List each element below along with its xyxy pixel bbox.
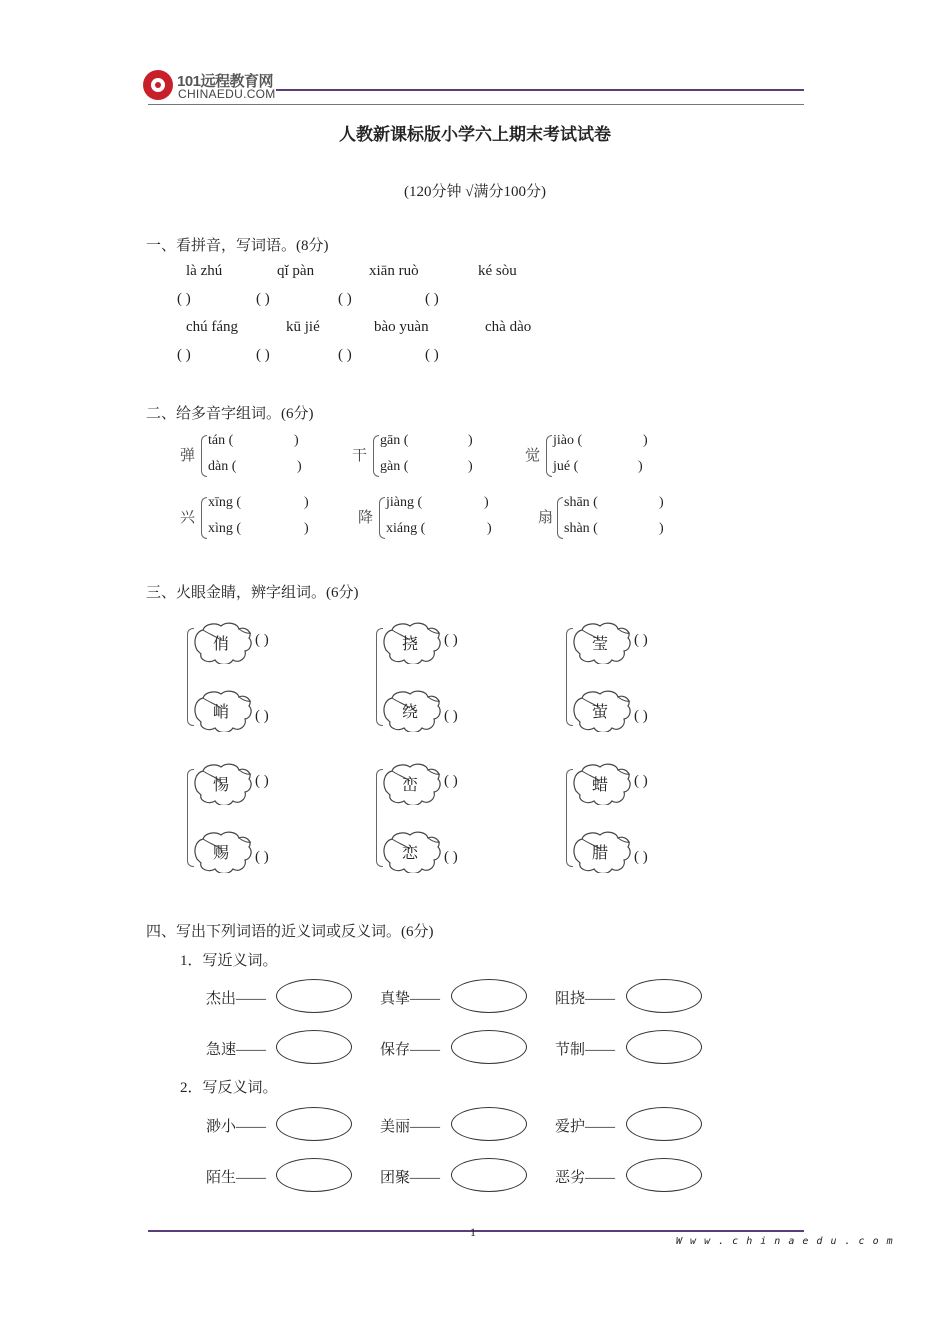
- polyphone-char: 干: [352, 448, 368, 464]
- paren-close: ): [659, 521, 664, 536]
- similar-char: 恋: [402, 845, 419, 862]
- answer-blank[interactable]: ( ): [444, 849, 458, 865]
- sub-heading-antonyms: 2．写反义词。: [180, 1080, 278, 1096]
- polyphone-pinyin: xiáng (: [386, 521, 426, 536]
- similar-char: 赐: [213, 845, 230, 862]
- word-item: 爱护——: [555, 1119, 616, 1135]
- answer-oval[interactable]: [626, 1030, 702, 1064]
- paren-close: ): [304, 521, 309, 536]
- pinyin-item: ké sòu: [478, 263, 517, 279]
- answer-blank[interactable]: ( ): [338, 347, 352, 363]
- answer-oval[interactable]: [276, 1030, 352, 1064]
- page-title: 人教新课标版小学六上期末考试试卷: [339, 125, 611, 144]
- header-rule: [276, 89, 804, 91]
- section3-heading: 三、火眼金睛，辨字组词。(6分): [146, 585, 359, 601]
- polyphone-pinyin: jiàng (: [386, 495, 423, 510]
- word-item: 杰出——: [206, 991, 267, 1007]
- paren-close: ): [487, 521, 492, 536]
- word-item: 陌生——: [206, 1170, 267, 1186]
- answer-blank[interactable]: ( ): [634, 708, 648, 724]
- word-item: 渺小——: [206, 1119, 267, 1135]
- polyphone-pinyin: jiào (: [553, 433, 583, 448]
- similar-char: 峭: [213, 704, 230, 721]
- word-item: 保存——: [380, 1042, 441, 1058]
- answer-oval[interactable]: [276, 1158, 352, 1192]
- answer-oval[interactable]: [451, 979, 527, 1013]
- answer-blank[interactable]: ( ): [444, 632, 458, 648]
- brace: [201, 435, 207, 477]
- answer-oval[interactable]: [451, 1158, 527, 1192]
- polyphone-char: 降: [358, 510, 374, 526]
- brace: [379, 497, 385, 539]
- polyphone-pinyin: xīng (: [208, 495, 242, 510]
- answer-blank[interactable]: ( ): [255, 632, 269, 648]
- answer-blank[interactable]: ( ): [256, 291, 270, 307]
- polyphone-char: 觉: [525, 448, 541, 464]
- paren-close: ): [297, 459, 302, 474]
- site-logo: [143, 70, 283, 104]
- paren-close: ): [659, 495, 664, 510]
- similar-char: 蜡: [592, 777, 609, 794]
- logo-emblem-icon: [143, 70, 173, 100]
- page-number: 1: [470, 1225, 476, 1239]
- footer-url: W w w . c h i n a e d u . c o m: [676, 1236, 894, 1247]
- answer-blank[interactable]: ( ): [338, 291, 352, 307]
- polyphone-pinyin: gān (: [380, 433, 409, 448]
- polyphone-pinyin: gàn (: [380, 459, 409, 474]
- answer-oval[interactable]: [451, 1107, 527, 1141]
- word-item: 恶劣——: [555, 1170, 616, 1186]
- section1-heading: 一、看拼音，写词语。(8分): [146, 238, 329, 254]
- answer-blank[interactable]: ( ): [425, 347, 439, 363]
- answer-oval[interactable]: [276, 1107, 352, 1141]
- answer-blank[interactable]: ( ): [634, 849, 648, 865]
- paren-close: ): [468, 459, 473, 474]
- paren-close: ): [304, 495, 309, 510]
- section2-heading: 二、给多音字组词。(6分): [146, 406, 314, 422]
- answer-oval[interactable]: [626, 979, 702, 1013]
- word-item: 急速——: [206, 1042, 267, 1058]
- answer-blank[interactable]: ( ): [255, 708, 269, 724]
- page-subtitle: (120分钟 √满分100分): [404, 184, 546, 200]
- brace: [373, 435, 379, 477]
- paren-close: ): [294, 433, 299, 448]
- answer-blank[interactable]: ( ): [177, 291, 191, 307]
- polyphone-char: 兴: [180, 510, 196, 526]
- answer-blank[interactable]: ( ): [634, 632, 648, 648]
- header-rule-thin: [148, 104, 804, 105]
- similar-char: 峦: [402, 777, 419, 794]
- similar-char: 挠: [402, 636, 419, 653]
- polyphone-char: 弹: [180, 448, 196, 464]
- pinyin-item: bào yuàn: [374, 319, 429, 335]
- logo-text-cn: 101远程教育网: [177, 73, 274, 90]
- brace: [546, 435, 552, 477]
- answer-blank[interactable]: ( ): [444, 708, 458, 724]
- pinyin-item: là zhú: [186, 263, 223, 279]
- polyphone-pinyin: jué (: [553, 459, 579, 474]
- word-item: 美丽——: [380, 1119, 441, 1135]
- answer-oval[interactable]: [626, 1158, 702, 1192]
- word-item: 团聚——: [380, 1170, 441, 1186]
- answer-oval[interactable]: [276, 979, 352, 1013]
- sub-heading-synonyms: 1．写近义词。: [180, 953, 278, 969]
- polyphone-char: 扇: [538, 510, 554, 526]
- pinyin-item: chà dào: [485, 319, 532, 335]
- similar-char: 绕: [402, 704, 419, 721]
- polyphone-pinyin: dàn (: [208, 459, 237, 474]
- pinyin-item: kū jié: [286, 319, 320, 335]
- paren-close: ): [638, 459, 643, 474]
- similar-char: 腊: [592, 845, 609, 862]
- answer-blank[interactable]: ( ): [255, 849, 269, 865]
- similar-char: 惕: [213, 777, 230, 794]
- brace: [557, 497, 563, 539]
- answer-blank[interactable]: ( ): [425, 291, 439, 307]
- footer-rule: [148, 1230, 804, 1232]
- answer-blank[interactable]: ( ): [177, 347, 191, 363]
- similar-char: 莹: [592, 636, 609, 653]
- answer-blank[interactable]: ( ): [634, 773, 648, 789]
- answer-blank[interactable]: ( ): [256, 347, 270, 363]
- similar-char: 萤: [592, 704, 609, 721]
- answer-blank[interactable]: ( ): [255, 773, 269, 789]
- similar-char: 俏: [213, 636, 230, 653]
- answer-oval[interactable]: [451, 1030, 527, 1064]
- word-item: 节制——: [555, 1042, 616, 1058]
- paren-close: ): [468, 433, 473, 448]
- paren-close: ): [484, 495, 489, 510]
- answer-oval[interactable]: [626, 1107, 702, 1141]
- pinyin-item: xiān ruò: [369, 263, 419, 279]
- brace: [201, 497, 207, 539]
- pinyin-item: qǐ pàn: [277, 263, 315, 279]
- paren-close: ): [643, 433, 648, 448]
- polyphone-pinyin: shàn (: [564, 521, 598, 536]
- logo-text-en: CHINAEDU.COM: [178, 87, 276, 101]
- pinyin-item: chú fáng: [186, 319, 239, 335]
- word-item: 阻挠——: [555, 991, 616, 1007]
- polyphone-pinyin: xìng (: [208, 521, 242, 536]
- polyphone-pinyin: shān (: [564, 495, 598, 510]
- section4-heading: 四、写出下列词语的近义词或反义词。(6分): [146, 924, 434, 940]
- word-item: 真挚——: [380, 991, 441, 1007]
- polyphone-pinyin: tán (: [208, 433, 234, 448]
- answer-blank[interactable]: ( ): [444, 773, 458, 789]
